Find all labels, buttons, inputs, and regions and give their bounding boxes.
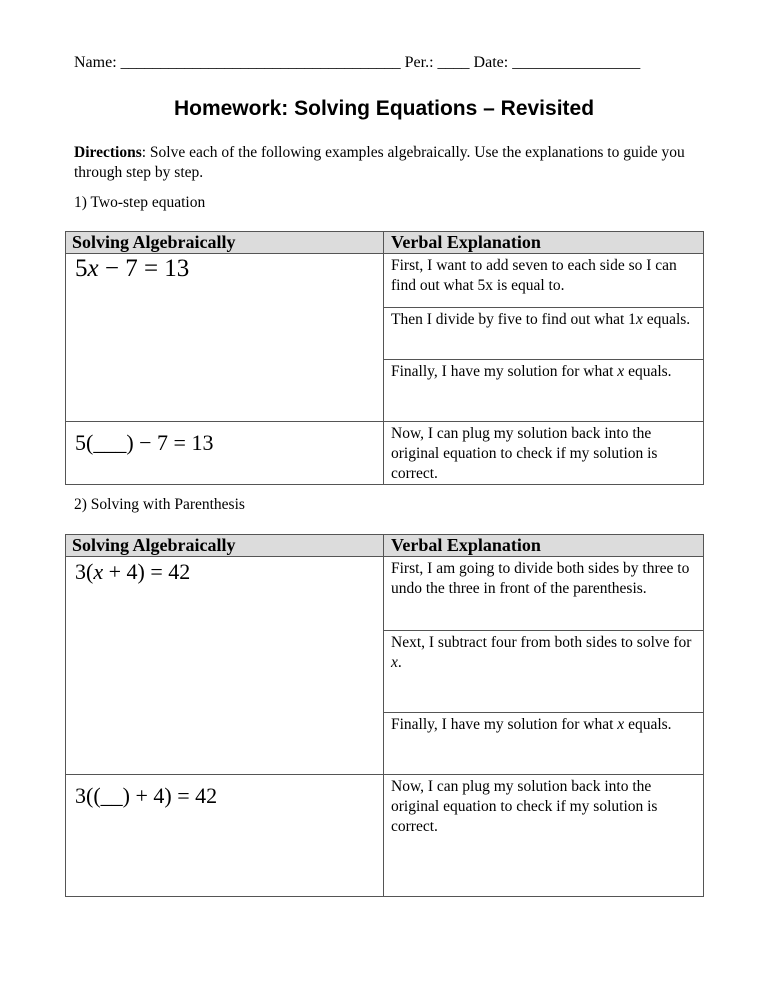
header-line bbox=[74, 54, 640, 72]
name-field[interactable]: ___________________________________ bbox=[120, 54, 401, 71]
directions bbox=[74, 143, 704, 183]
equation: 5x − 7 = 13 bbox=[75, 255, 190, 282]
column-header-algebra: Solving Algebraically bbox=[66, 535, 384, 557]
section-2-label: 2) Solving with Parenthesis bbox=[74, 496, 245, 513]
equation: 3(x + 4) = 42 bbox=[75, 559, 191, 584]
check-work-area[interactable] bbox=[66, 422, 384, 485]
period-field[interactable]: ____ bbox=[437, 54, 470, 71]
explanation-step-1: First, I want to add seven to each side so I can find out what 5x is equal to. bbox=[384, 254, 704, 308]
explanation-step-1: First, I am going to divide both sides by three to undo the three in front of the parenthesis. bbox=[384, 557, 704, 631]
check-equation: 3((__) + 4) = 42 bbox=[75, 783, 218, 808]
column-header-verbal: Verbal Explanation bbox=[384, 232, 704, 254]
work-area[interactable] bbox=[66, 254, 384, 422]
explanation-step-2: Next, I subtract four from both sides to solve for x. bbox=[384, 631, 704, 713]
explanation-step-3: Finally, I have my solution for what x equals. bbox=[384, 360, 704, 422]
work-area[interactable] bbox=[66, 557, 384, 775]
explanation-step-4: Now, I can plug my solution back into the original equation to check if my solution is correct. bbox=[384, 422, 704, 485]
section-1-label: 1) Two-step equation bbox=[74, 194, 206, 211]
column-header-verbal: Verbal Explanation bbox=[384, 535, 704, 557]
explanation-step-4: Now, I can plug my solution back into the original equation to check if my solution is correct. bbox=[384, 775, 704, 897]
directions-label: Directions bbox=[74, 144, 142, 161]
explanation-step-3: Finally, I have my solution for what x equals. bbox=[384, 713, 704, 775]
period-label: Per.: bbox=[404, 54, 434, 71]
directions-text: : Solve each of the following examples algebraically. Use the explanations to guide you through step by step. bbox=[74, 144, 685, 181]
column-header-algebra: Solving Algebraically bbox=[66, 232, 384, 254]
date-field[interactable]: ________________ bbox=[512, 54, 641, 71]
page-title: Homework: Solving Equations – Revisited bbox=[173, 97, 595, 120]
name-label: Name: bbox=[74, 54, 117, 71]
check-work-area[interactable] bbox=[66, 775, 384, 897]
explanation-step-2: Then I divide by five to find out what 1x equals. bbox=[384, 308, 704, 360]
check-equation: 5(___) − 7 = 13 bbox=[75, 430, 214, 455]
date-label: Date: bbox=[473, 54, 509, 71]
section-1-table bbox=[65, 231, 704, 485]
section-2-table bbox=[65, 534, 704, 897]
